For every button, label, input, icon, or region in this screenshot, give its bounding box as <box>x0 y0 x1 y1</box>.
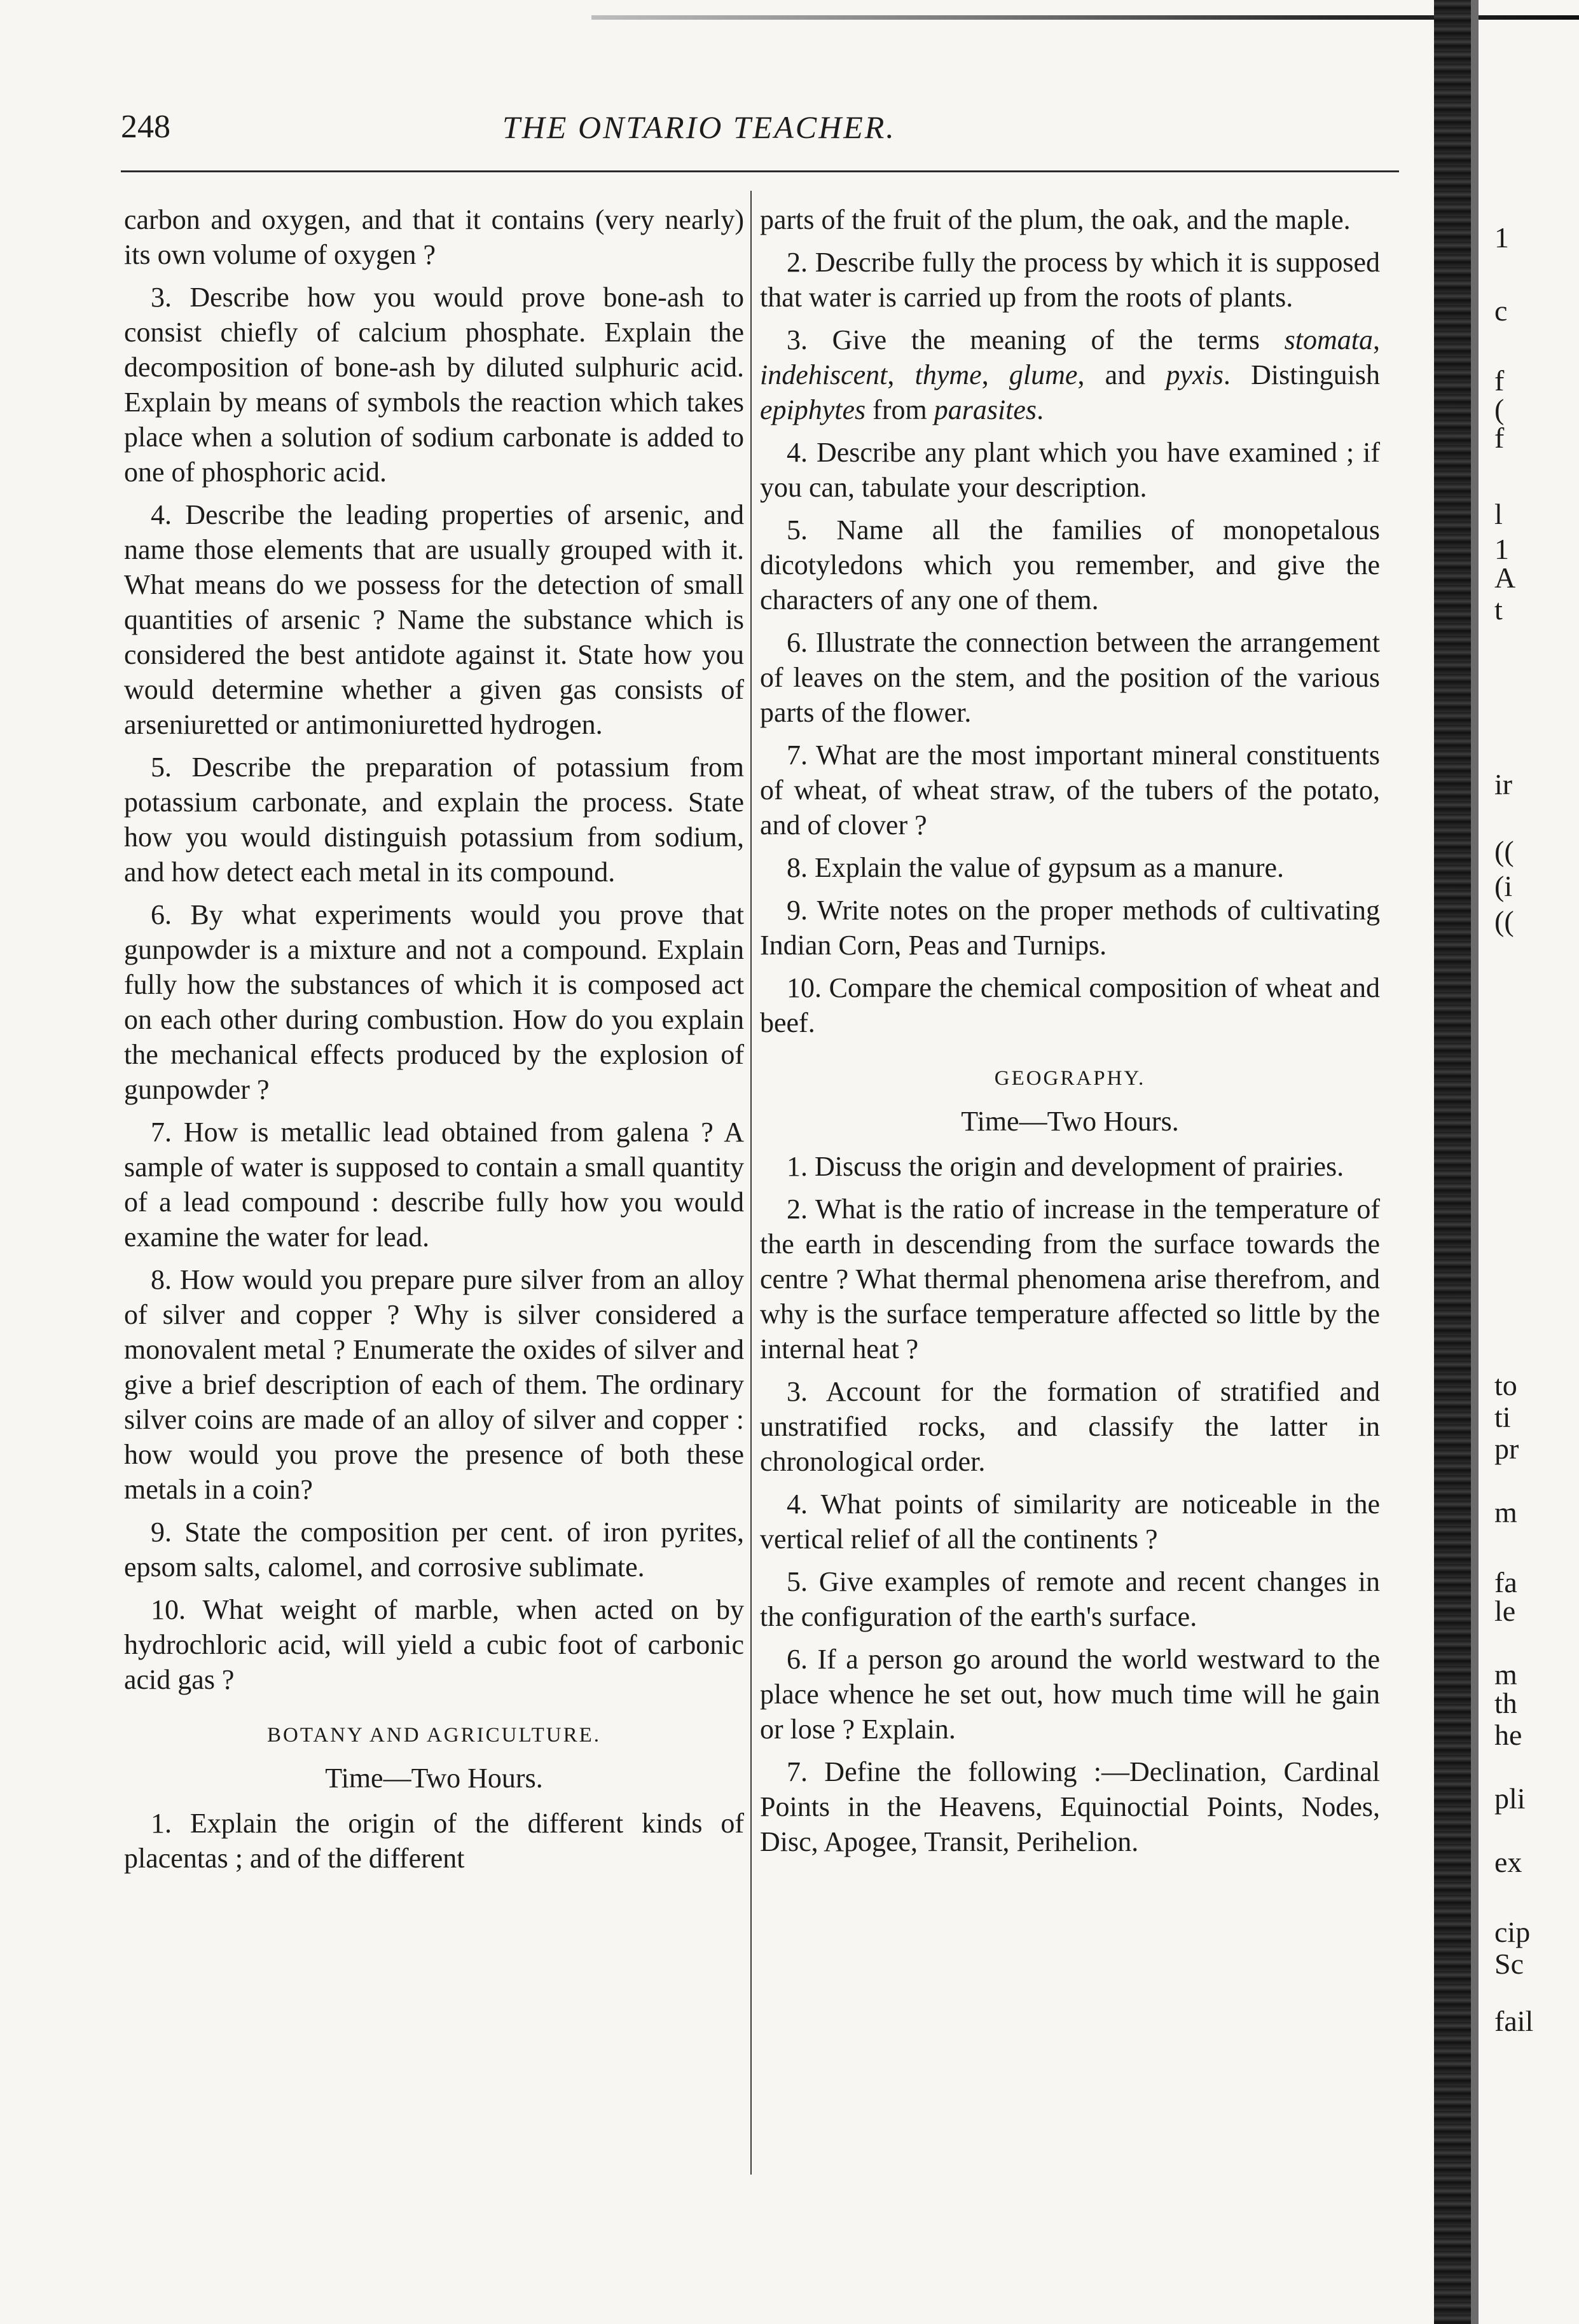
botany-question-1: 1. Explain the origin of the different kinds of placentas ; and of the different <box>124 1808 744 1874</box>
next-page-fragment: ex <box>1494 1846 1522 1878</box>
chemistry-question-9: 9. State the composition per cent. of iron pyrites, epsom salts, calomel, and corrosive sublimate. <box>124 1516 745 1583</box>
column-divider <box>750 191 752 2175</box>
botany-question-3: 3. Give the meaning of the terms stomata, indehiscent, thyme, glume, and pyxis. Distinguish epiphytes from parasites. <box>760 324 1381 425</box>
next-page-fragment: to <box>1494 1369 1517 1401</box>
botany-question-6: 6. Illustrate the connection between the arrangement of leaves on the stem, and the position of the various parts of the flower. <box>760 627 1381 728</box>
next-page-fragment: (( <box>1494 835 1514 867</box>
botany-question-9: 9. Write notes on the proper methods of cultivating Indian Corn, Peas and Turnips. <box>760 895 1380 961</box>
botany-heading: BOTANY AND AGRICULTURE. <box>266 1724 602 1747</box>
botany-time-limit: Time—Two Hours. <box>325 1763 543 1794</box>
next-page-fragment: 1 <box>1494 533 1509 565</box>
geography-question-1: 1. Discuss the origin and development of prairies. <box>787 1151 1344 1182</box>
next-page-fragment: th <box>1494 1687 1517 1719</box>
next-page-fragment: ti <box>1494 1401 1511 1433</box>
next-page-fragment: he <box>1494 1719 1522 1751</box>
botany-question-4: 4. Describe any plant which you have examined ; if you can, tabulate your description. <box>760 437 1380 503</box>
next-page-fragment: pr <box>1494 1433 1519 1465</box>
next-page-fragment: pli <box>1494 1782 1526 1815</box>
next-page-fragment: A <box>1494 561 1516 594</box>
chemistry-question-3: 3. Describe how you would prove bone-ash to consist chiefly of calcium phosphate. Explain the decomposition of bone-ash by diluted sulphuric acid. Explain by means of symbols the reaction which takes place when a solution of sodium carbonate is added to one of phosphoric acid. <box>124 282 744 488</box>
next-page-fragment: (i <box>1494 870 1513 902</box>
next-page-fragment: Sc <box>1494 1948 1524 1980</box>
question-continuation: carbon and oxygen, and that it contains (very nearly) its own volume of oxygen ? <box>124 204 744 270</box>
next-page-edge <box>1482 0 1579 2324</box>
chemistry-question-4: 4. Describe the leading properties of arsenic, and name those elements that are usually grouped with it. What means do we possess for the detection of small quantities of arsenic ? Name the substance which is considered the best antidote against it. State how you would determine whether a given gas consists of arseniuretted or antimoniuretted hydrogen. <box>124 499 744 740</box>
geography-question-7: 7. Define the following :—Declination, Cardinal Points in the Heavens, Equinoctial Points, Nodes, Disc, Apogee, Transit, Perihelion. <box>760 1756 1381 1857</box>
next-page-fragment: l <box>1494 498 1503 530</box>
right-column <box>760 202 1380 1867</box>
next-page-fragment: fa <box>1494 1566 1517 1599</box>
running-title: THE ONTARIO TEACHER. <box>502 109 896 145</box>
next-page-fragment: c <box>1494 294 1508 327</box>
next-page-fragment: m <box>1494 1496 1517 1529</box>
next-page-fragment: t <box>1494 593 1503 626</box>
chemistry-question-8: 8. How would you prepare pure silver from an alloy of silver and copper ? Why is silver considered a monovalent metal ? Enumerate the oxides of silver and give a brief description of each of them. The ordinary silver coins are made of an alloy of silver and copper : how would you prove the presence of both these metals in a coin? <box>124 1264 744 1505</box>
next-page-fragment: ir <box>1494 768 1513 801</box>
botany-question-10: 10. Compare the chemical composition of wheat and beef. <box>760 972 1380 1038</box>
chemistry-question-7: 7. How is metallic lead obtained from galena ? A sample of water is supposed to contain a small quantity of a lead compound : describe fully how you would examine the water for lead. <box>124 1117 745 1253</box>
next-page-fragment: le <box>1494 1595 1516 1627</box>
next-page-fragment: cip <box>1494 1916 1531 1948</box>
geography-question-3: 3. Account for the formation of stratified and unstratified rocks, and classify the latter in chronological order. <box>760 1376 1380 1477</box>
next-page-fragment: ( <box>1494 393 1505 425</box>
header-rule <box>121 170 1399 172</box>
geography-question-2: 2. What is the ratio of increase in the temperature of the earth in descending from the surface towards the centre ? What thermal phenomena arise therefrom, and why is the surface temperature affected so little by the internal heat ? <box>760 1193 1380 1365</box>
geography-question-4: 4. What points of similarity are noticeable in the vertical relief of all the continents ? <box>760 1489 1380 1555</box>
next-page-fragment: m <box>1494 1658 1517 1691</box>
next-page-fragment: f <box>1494 364 1505 397</box>
next-page-fragment: 1 <box>1494 221 1509 254</box>
page-number: 248 <box>121 109 170 145</box>
botany-question-7: 7. What are the most important mineral constituents of wheat, of wheat straw, of the tubers of the potato, and of clover ? <box>760 739 1380 841</box>
botany-question-8: 8. Explain the value of gypsum as a manure. <box>787 852 1285 883</box>
chemistry-question-6: 6. By what experiments would you prove that gunpowder is a mixture and not a compound. Explain fully how the substances of which it is composed act on each other during combustion. How do you explain the mechanical effects produced by the explosion of gunpowder ? <box>124 899 745 1105</box>
binding-edge <box>1434 0 1471 2324</box>
next-page-fragment: f <box>1494 422 1505 454</box>
botany-question-2: 2. Describe fully the process by which it is supposed that water is carried up from the roots of plants. <box>760 247 1380 313</box>
left-column <box>124 202 744 1883</box>
next-page-fragment: fail <box>1494 2005 1534 2037</box>
chemistry-question-10: 10. What weight of marble, when acted on by hydrochloric acid, will yield a cubic foot of carbonic acid gas ? <box>124 1594 744 1695</box>
geography-time-limit: Time—Two Hours. <box>961 1106 1179 1137</box>
next-page-fragment: (( <box>1494 905 1514 937</box>
botany-question-5: 5. Name all the families of monopetalous dicotyledons which you remember, and give the characters of any one of them. <box>760 514 1380 615</box>
geography-heading: GEOGRAPHY. <box>994 1067 1146 1090</box>
chemistry-question-5: 5. Describe the preparation of potassium from potassium carbonate, and explain the process. State how you would distinguish potassium from sodium, and how detect each metal in its compound. <box>124 752 744 888</box>
binding-edge-highlight <box>1471 0 1479 2324</box>
botany-question-1-continuation: parts of the fruit of the plum, the oak, and the maple. <box>760 204 1351 235</box>
geography-question-5: 5. Give examples of remote and recent changes in the configuration of the earth's surface. <box>760 1566 1381 1632</box>
geography-question-6: 6. If a person go around the world westward to the place whence he set out, how much time will he gain or lose ? Explain. <box>760 1644 1380 1745</box>
top-rule <box>591 15 1579 20</box>
